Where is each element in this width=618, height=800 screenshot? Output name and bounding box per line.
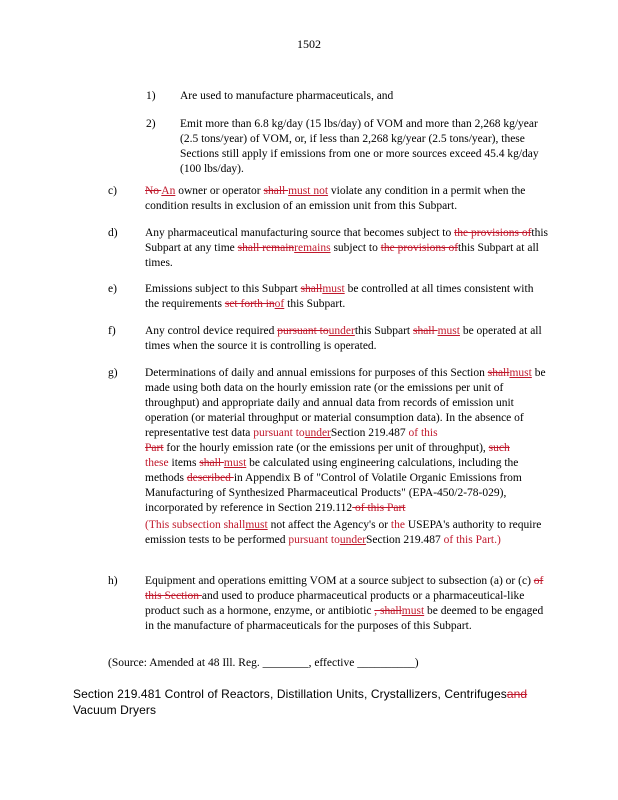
deleted-text: No <box>145 185 162 197</box>
changed-text: pursuant to <box>253 427 305 439</box>
deleted-text: set forth in <box>224 298 275 310</box>
paragraph-text: this Subpart. <box>284 298 346 310</box>
deleted-text: of this Part <box>352 502 406 514</box>
deleted-text: the provisions of <box>380 242 459 254</box>
paragraph-text: Section 219.487 <box>366 534 444 546</box>
inserted-text: must <box>245 519 268 531</box>
item-g-letter: g) <box>108 367 118 379</box>
item-c-letter: c) <box>108 185 117 197</box>
item-e-letter: e) <box>108 283 117 295</box>
inserted-text: must <box>437 325 460 337</box>
changed-text: shall <box>223 519 246 531</box>
deleted-text: shall <box>300 283 323 295</box>
item-c-paragraph <box>145 184 550 214</box>
heading-text: Section 219.481 Control of Reactors, Distillation Units, Crystallizers, Centrifuges <box>73 687 507 701</box>
paragraph-text: in Appendix B of "Control of Volatile Organic Emissions from Manufacturing of Synthesized Pharmaceutical Products" (EPA-450/2-78-029), incorporated by reference in Section 219.112 <box>145 472 522 514</box>
source-note: (Source: Amended at 48 Ill. Reg. ________, effective __________) <box>108 657 419 669</box>
item-g-note <box>145 518 550 548</box>
item-2-number: 2) <box>146 118 156 130</box>
item-e-paragraph <box>145 282 550 312</box>
item-2-text: Emit more than 6.8 kg/day (15 lbs/day) of VOM and more than 2,268 kg/year (2.5 tons/year) of VOM, or, if less than 2,268 kg/year (2.5 tons/year), these Sections still apply if emissions from one or more sources exceed 45.4 kg/day (100 lbs/day). <box>180 118 539 175</box>
paragraph-text: USEPA's authority to require emission tests to be performed <box>145 519 542 546</box>
paragraph-text: Equipment and operations emitting VOM at a source subject to subsection (a) or (c) <box>145 575 534 587</box>
item-f-letter: f) <box>108 325 116 337</box>
paragraph-text: this Subpart <box>354 325 413 337</box>
deleted-text: described <box>186 472 234 484</box>
paragraph-text: Any pharmaceutical manufacturing source that becomes subject to <box>145 227 455 239</box>
deleted-text: shall remain <box>237 242 295 254</box>
deleted-text: the provisions of <box>454 227 532 239</box>
paragraph-text: be controlled at all times consistent with the requirements <box>145 283 534 310</box>
item-1-number: 1) <box>146 90 156 102</box>
paragraph-text: Any control device required <box>145 325 278 337</box>
paragraph-text: be calculated using engineering calculations, including the methods <box>145 457 519 484</box>
deleted-text: and <box>506 687 528 701</box>
paragraph-text: be deemed to be engaged in the manufacture of pharmaceuticals for the purposes of this Subpart. <box>145 605 544 632</box>
deleted-text: such <box>488 442 510 454</box>
paragraph-text: Determinations of daily and annual emissions for purposes of this Section <box>145 367 488 379</box>
inserted-text: must <box>223 457 247 469</box>
item-h-letter: h) <box>108 575 118 587</box>
deleted-text: shall <box>412 325 438 337</box>
inserted-text: An <box>161 185 176 197</box>
note-text: ) <box>497 534 501 546</box>
item-1-text: Are used to manufacture pharmaceuticals, and <box>180 90 394 102</box>
deleted-text: shall <box>487 367 510 379</box>
item-d-letter: d) <box>108 227 118 239</box>
section-heading <box>73 686 543 718</box>
page-number: 1502 <box>297 37 321 51</box>
paragraph-text: not affect the Agency's or <box>267 519 391 531</box>
note-text: (This subsection <box>145 519 224 531</box>
inserted-text: under <box>304 427 331 439</box>
heading-text: Vacuum Dryers <box>73 703 157 717</box>
deleted-text: Part <box>145 442 164 454</box>
paragraph-text: subject to <box>330 242 381 254</box>
changed-text: the <box>390 519 405 531</box>
paragraph-text: items <box>168 457 200 469</box>
deleted-text: shall <box>263 185 289 197</box>
paragraph-text: for the hourly emission rate (or the emissions per unit of throughput), <box>163 442 489 454</box>
paragraph-text: and used to produce pharmaceutical products or a pharmaceutical-like product such as a hormone, enzyme, or antibiotic <box>145 590 525 617</box>
inserted-text: must not <box>288 185 329 197</box>
changed-text: these <box>145 457 169 469</box>
paragraph-text: Section 219.487 <box>330 427 409 439</box>
inserted-text: remains <box>294 242 331 254</box>
paragraph-text: be operated at all times when the source it is controlling is operated. <box>145 325 542 352</box>
inserted-text: under <box>339 534 367 546</box>
item-d-paragraph <box>145 226 550 271</box>
paragraph-text: this Subpart at any time <box>145 227 549 254</box>
inserted-text: under <box>328 325 355 337</box>
deleted-text: , shall <box>374 605 402 617</box>
changed-text: of this <box>408 427 438 439</box>
paragraph-text: owner or operator <box>175 185 264 197</box>
deleted-text: shall <box>199 457 224 469</box>
paragraph-text: Emissions subject to this Subpart <box>145 283 301 295</box>
inserted-text: must <box>322 283 345 295</box>
inserted-text: must <box>401 605 425 617</box>
deleted-text: of this Section <box>145 575 544 602</box>
changed-text: of this Part. <box>443 534 498 546</box>
inserted-text: must <box>509 367 532 379</box>
changed-text: pursuant to <box>288 534 340 546</box>
paragraph-text: this Subpart at all times. <box>145 242 539 269</box>
item-h-paragraph <box>145 574 550 634</box>
deleted-text: pursuant to <box>277 325 329 337</box>
item-g-paragraph <box>145 366 550 516</box>
inserted-text: of <box>274 298 285 310</box>
paragraph-text: be made using both data on the hourly emission rate (or the emissions per unit of throughput) and appropriate daily and annual data from records of emission unit operation (or material throughput or material consumption data). In the absence of representative test data <box>145 367 546 439</box>
item-f-paragraph <box>145 324 550 354</box>
paragraph-text: violate any condition in a permit when the condition results in exclusion of an emission unit from this Subpart. <box>145 185 526 212</box>
